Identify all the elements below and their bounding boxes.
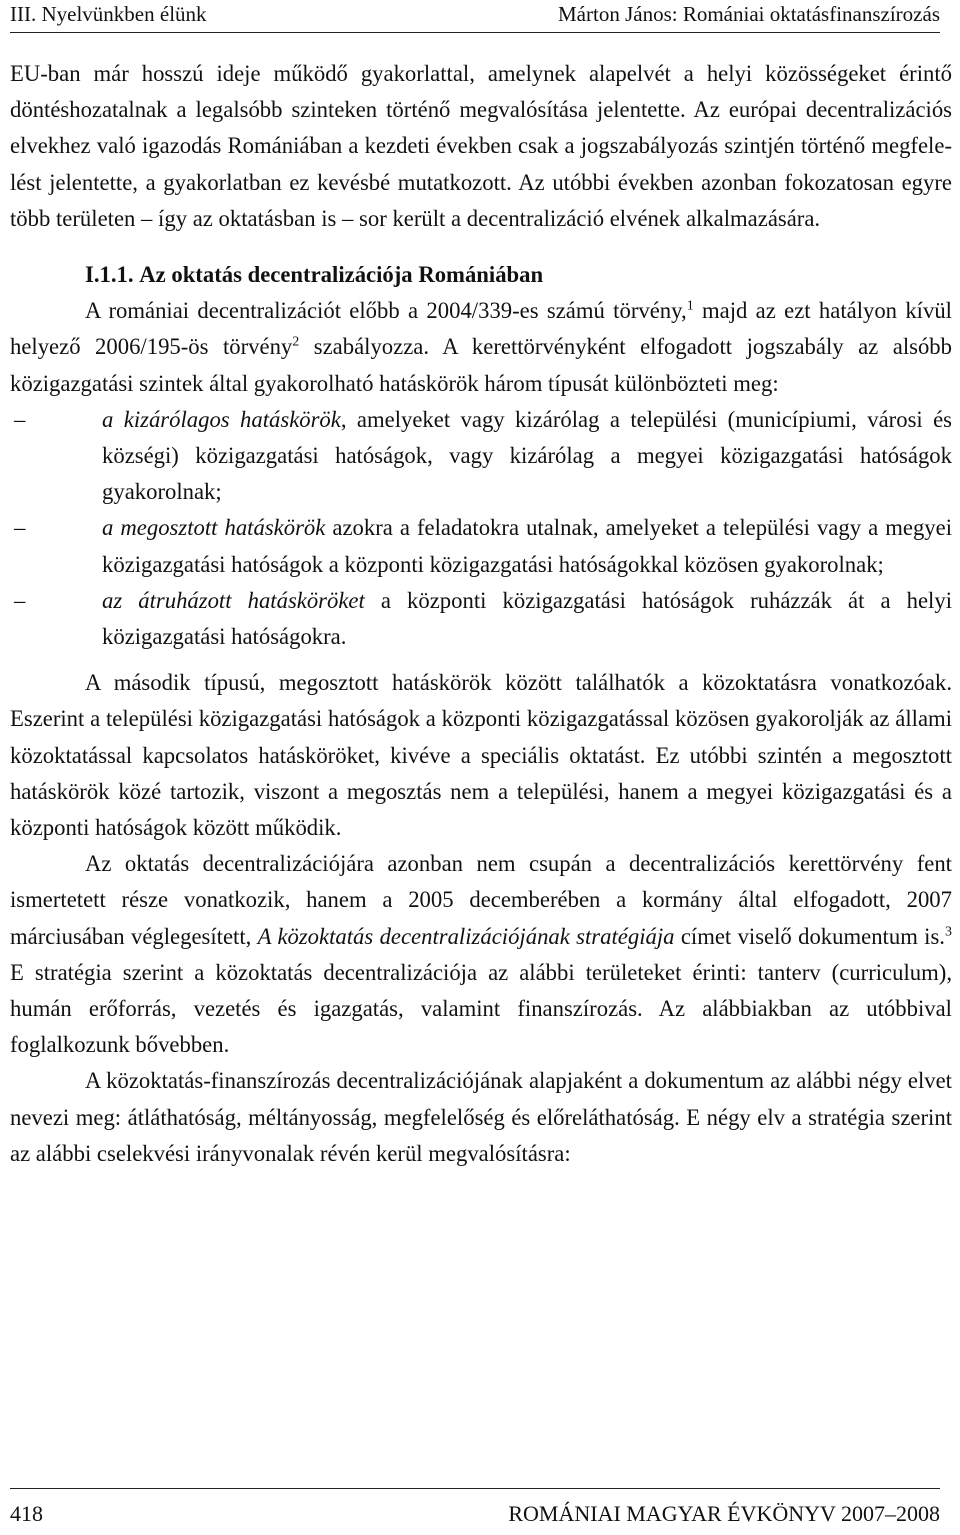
paragraph-3: [10, 846, 952, 1063]
list-item: [10, 583, 952, 655]
paragraph-1-text-c: szabályozza. A kerettörvényként elfogadott jogszabály az alsóbb közigazgatási szintek által gyakorolható hatáskörök három típusát különbözteti meg:: [10, 334, 952, 396]
paragraph-2: A második típusú, megosztott hatáskörök között találhatók a közoktatásra vonatkozóak. Eszerint a települési közigazgatási hatóságok a központi közigazgatással közösen gyakorolják az állami közoktatással kapcsolatos hatásköröket, kivéve a speciális oktatást. Ez utóbbi szintén a megosztott hatáskörök közé tartozik, viszont a megosztás nem a települési, hanem a megyei közigazgatási és a központi hatóságok között működik.: [10, 670, 952, 841]
paragraph-3-text-a: Az oktatás decentralizációjára azonban nem csupán a decentralizációs kerettörvény fent ismertetett része vonatkozik, hanem a 2005 decemberében a kormány által elfogadott, 2007 márciusában véglegesített,: [10, 851, 952, 949]
page-number: 418: [10, 1501, 43, 1526]
running-header: [10, 2, 940, 33]
list-item: [10, 510, 952, 582]
list-item-term: a megosztott hatáskörök: [102, 515, 326, 541]
list-item-text: a központi közigazgatási hatóságok ruházzák át a helyi közigazgatási hatóságokra.: [102, 587, 953, 650]
list-item-text: , amelyeket vagy kizárólag a települési (municípiumi, városi és községi) közigazgatási hatóságok, vagy kizárólag a megyei közigazgatási hatóságok gyakorolnak;: [102, 406, 952, 505]
header-chapter-title: III. Nyelvünkben élünk: [10, 2, 207, 26]
paragraph-1: [10, 293, 952, 402]
footnote-ref-2[interactable]: 2: [292, 334, 300, 350]
paragraph-1-text-b: majd az ezt hatályon kívül helyező 2006/195-ös törvény: [10, 298, 952, 360]
list-item-term: a kizárólagos hatáskörök: [102, 406, 341, 432]
paragraph-1-text-a: A romániai decentralizációt előbb a 2004/339-es számú törvény,: [85, 298, 687, 324]
section-title: Az oktatás decentralizációja Romániában: [139, 262, 544, 288]
strategy-document-title: A közoktatás decentralizációjának stratégiája: [257, 923, 675, 949]
header-article-title: Márton János: Romániai oktatásfinanszírozás: [558, 2, 940, 26]
intro-paragraph: EU-ban már hosszú ideje működő gyakorlattal, amelynek alapelvét a helyi közösségeket érintő döntéshozatalnak a legalsóbb szinteken történő megvalósítása jelentette. Az európai decentralizációs elvekhez való igazodás Romániában a kezdeti években csak a jogszabályozás szintjén történő megfelelést jelentette, a gyakorlatban ez kevésbé mutatkozott. Az utóbbi években azonban fokozatosan egyre több területen – így az oktatásban is – sor került a decentralizáció elvének alkalmazására.: [10, 61, 952, 231]
footnote-ref-1[interactable]: 1: [686, 298, 694, 314]
paragraph-4: A közoktatás-finanszírozás decentralizációjának alapjaként a dokumentum az alábbi négy elvet nevezi meg: átláthatóság, méltányosság, megfelelőség és előreláthatóság. E négy elv a stratégia szerint az alábbi cselekvési irányvonalak révén kerül megvalósításra:: [10, 1068, 952, 1166]
section-number: I.1.1.: [85, 262, 134, 288]
list-item: [10, 402, 952, 511]
publication-title: ROMÁNIAI MAGYAR ÉVKÖNYV 2007–2008: [508, 1501, 940, 1526]
list-item-term: az átruházott hatásköröket: [102, 587, 365, 613]
page-body: [10, 56, 952, 1172]
paragraph-3-text-b: címet viselő dokumentum is.: [674, 923, 945, 949]
paragraph-3-text-c: E stratégia szerint a közoktatás decentralizációja az alábbi területeket érinti: tanterv (curriculum), humán erőforrás, vezetés és igazgatás, valamint finanszírozás. Az alábbiakban az utóbbival foglalkozunk bővebben.: [10, 959, 952, 1058]
page-footer: [10, 1488, 940, 1535]
list-item-text: azokra a feladatokra utalnak, amelyeket a települési vagy a megyei közigazgatási hatóságok a központi közigazgatási hatóságokkal közösen gyakorolnak;: [102, 515, 952, 577]
competence-list: [10, 402, 952, 655]
footnote-ref-3[interactable]: 3: [944, 924, 952, 940]
section-heading: [10, 257, 952, 293]
